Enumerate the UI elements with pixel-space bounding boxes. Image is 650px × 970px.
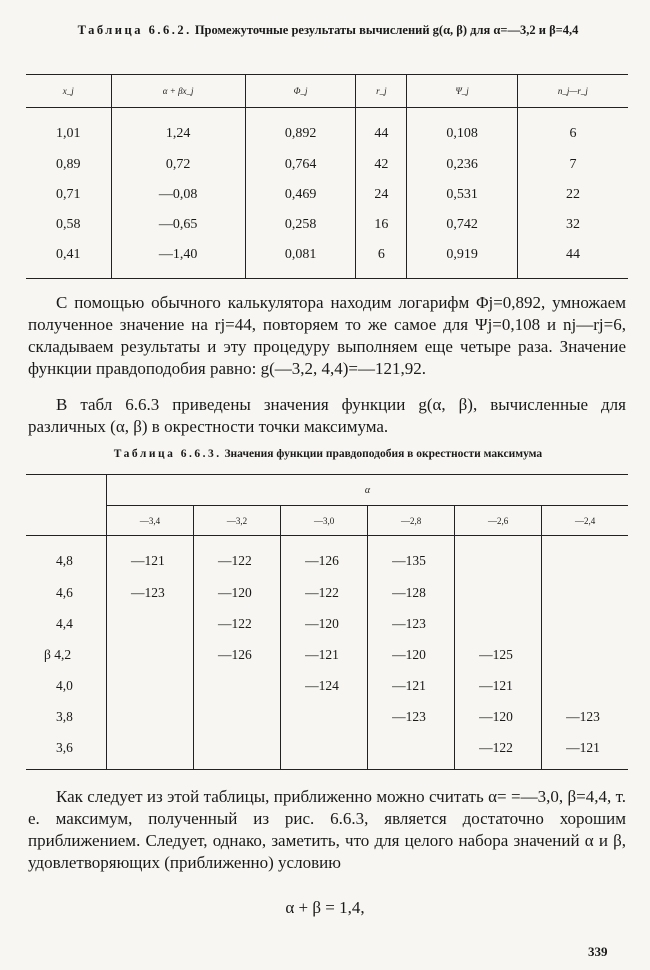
table-cell: —124 <box>281 670 368 701</box>
table-cell: —120 <box>281 608 368 639</box>
table-intermediate-results <box>26 74 628 279</box>
table-row <box>26 701 628 732</box>
table-cell: —120 <box>455 701 542 732</box>
alpha-header-row <box>26 475 628 506</box>
table-cell: 0,742 <box>407 210 518 240</box>
table-cell <box>455 608 542 639</box>
table-cell <box>542 536 628 578</box>
table-cell: —0,65 <box>111 210 245 240</box>
table-cell <box>194 732 281 770</box>
table-cell: —125 <box>455 639 542 670</box>
table-cell: 22 <box>565 187 580 202</box>
table-likelihood-values <box>26 474 628 770</box>
alpha-axis-label: α <box>107 475 629 506</box>
column-header: —2,6 <box>455 506 542 536</box>
row-label: 4,0 <box>26 670 107 701</box>
table-cell <box>194 701 281 732</box>
table-cell <box>542 577 628 608</box>
table-cell: 1,01 <box>26 108 111 151</box>
table-cell: 0,469 <box>245 180 356 210</box>
table-cell <box>281 701 368 732</box>
table-row <box>26 210 628 240</box>
table-cell <box>107 608 194 639</box>
table-cell: 0,58 <box>26 210 111 240</box>
table-row <box>26 577 628 608</box>
table-cell <box>542 608 628 639</box>
table-cell: —123 <box>566 708 600 724</box>
table-cell: 0,892 <box>245 108 356 151</box>
table-cell: —122 <box>194 536 281 578</box>
table-cell: —121 <box>281 639 368 670</box>
table-cell: —123 <box>368 701 455 732</box>
table-cell: —128 <box>368 577 455 608</box>
table-row <box>26 670 628 701</box>
table-cell <box>107 732 194 770</box>
table-cell <box>281 732 368 770</box>
table-cell: —120 <box>368 639 455 670</box>
table-cell: —135 <box>368 536 455 578</box>
formula-alpha-plus-beta: α + β = 1,4, <box>285 898 365 917</box>
table-row <box>26 180 628 210</box>
table2-caption: Таблица 6.6.3. Значения функции правдоподобия в окрестности максимума <box>113 448 543 460</box>
table-cell: 0,919 <box>407 240 518 279</box>
table-cell: —121 <box>368 670 455 701</box>
table-cell: 0,236 <box>407 150 518 180</box>
table-row <box>26 240 628 279</box>
table-cell: 16 <box>356 210 407 240</box>
header-xj: x_j <box>26 75 111 108</box>
table-cell <box>542 639 628 670</box>
row-label: 3,6 <box>26 732 107 770</box>
table-row <box>26 108 628 151</box>
paragraph-calculation: С помощью обычного калькулятора находим логарифм Φj=0,892, умножаем полученное значение на rj=44, повторяем то же самое для Ψj=0,108 и nj—rj=6, складываем результаты и эту процедуру выполняем еще четыре раза. Значение функции правдоподобия равно: g(—3,2, 4,4)=—121,92. <box>28 293 626 378</box>
table-row <box>26 536 628 578</box>
table-cell: 0,108 <box>407 108 518 151</box>
table-cell: 24 <box>356 180 407 210</box>
table-cell: —1,40 <box>111 240 245 279</box>
table-cell: —122 <box>281 577 368 608</box>
table-cell: 0,72 <box>111 150 245 180</box>
table-cell <box>194 670 281 701</box>
table-cell: 7 <box>569 157 577 172</box>
alpha-values-row <box>26 506 628 536</box>
header-phi-j: Φ_j <box>245 75 356 108</box>
table-row <box>26 150 628 180</box>
table1-caption: Таблица 6.6.2. Промежуточные результаты вычислений g(α, β) для α=—3,2 и β=4,4 <box>77 23 579 37</box>
table-cell <box>455 577 542 608</box>
table-cell: —126 <box>281 536 368 578</box>
table-cell: —126 <box>194 639 281 670</box>
table-row <box>26 608 628 639</box>
table-cell <box>107 670 194 701</box>
table-row <box>26 639 628 670</box>
table-cell: —0,08 <box>111 180 245 210</box>
header-rj: r_j <box>356 75 407 108</box>
header-psi-j: Ψ_j <box>407 75 518 108</box>
table-cell <box>455 536 542 578</box>
header-nj-minus-rj: n_j—r_j <box>517 75 628 108</box>
table-cell <box>107 701 194 732</box>
paragraph-table-reference: В табл 6.6.3 приведены значения функции g(α, β), вычисленные для различных (α, β) в окрестности точки максимума. <box>28 395 626 436</box>
table-cell: 44 <box>517 240 628 279</box>
table-cell: 0,258 <box>245 210 356 240</box>
column-header: —3,2 <box>194 506 281 536</box>
table-cell: —121 <box>107 536 194 578</box>
paragraph-conclusion: Как следует из этой таблицы, приближенно можно считать α= =—3,0, β=4,4, т. е. максимум, полученный из рис. 6.6.3, является достаточно хорошим приближением. Следует, однако, заметить, что для целого набора значений α и β, удовлетворяющих (приближенно) условию <box>28 787 626 872</box>
table-cell: 0,71 <box>26 180 111 210</box>
table-cell: —122 <box>455 732 542 770</box>
column-header: —3,0 <box>281 506 368 536</box>
table-corner-cell <box>26 475 107 536</box>
table-cell: 0,531 <box>407 180 518 210</box>
table-cell: 44 <box>356 108 407 151</box>
column-header: —2,4 <box>542 506 628 536</box>
row-label: β 4,2 <box>26 639 107 670</box>
table-cell: —121 <box>455 670 542 701</box>
column-header: —2,8 <box>368 506 455 536</box>
table-cell: 6 <box>356 240 407 279</box>
table-cell <box>107 639 194 670</box>
header-alpha-beta-xj: α + βx_j <box>111 75 245 108</box>
table-cell: —123 <box>368 608 455 639</box>
table-cell <box>542 670 628 701</box>
table-cell: —121 <box>542 732 628 770</box>
row-label: 3,8 <box>26 701 107 732</box>
page-number: 339 <box>588 944 608 959</box>
row-label: 4,8 <box>26 536 107 578</box>
table-cell: 0,764 <box>245 150 356 180</box>
table-cell <box>368 732 455 770</box>
row-label: 4,6 <box>26 577 107 608</box>
table-cell: 0,89 <box>26 150 111 180</box>
table-cell: 0,081 <box>245 240 356 279</box>
table-cell: 42 <box>356 150 407 180</box>
table-cell: —122 <box>194 608 281 639</box>
row-label: 4,4 <box>26 608 107 639</box>
table-cell: 1,24 <box>111 108 245 151</box>
table-cell: —123 <box>107 577 194 608</box>
table-header-row <box>26 75 628 108</box>
table-cell: 0,41 <box>26 240 111 279</box>
column-header: —3,4 <box>107 506 194 536</box>
table-cell: 32 <box>565 217 580 232</box>
table-row <box>26 732 628 770</box>
table-cell: —120 <box>194 577 281 608</box>
table-cell: 6 <box>569 126 577 141</box>
